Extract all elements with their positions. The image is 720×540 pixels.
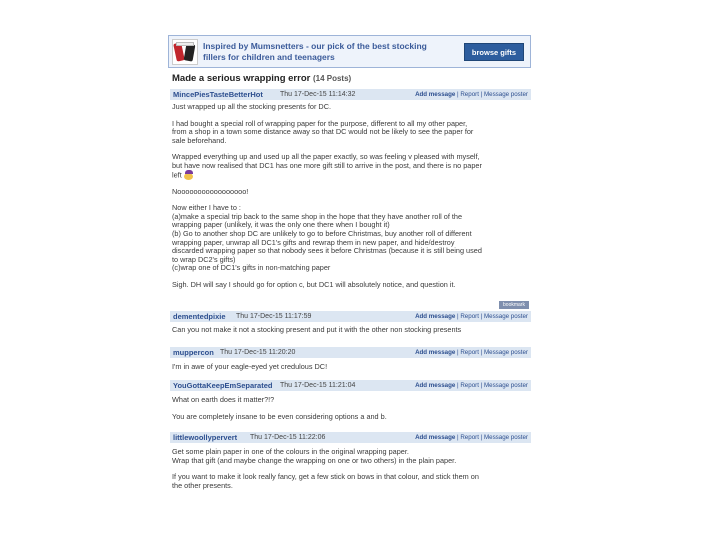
post-count: (14 Posts)	[312, 74, 352, 83]
message-poster-link[interactable]: Message poster	[483, 91, 528, 98]
message-poster-link[interactable]: Message poster	[483, 349, 528, 356]
post-date: Thu 17-Dec-15 11:14:32	[280, 91, 356, 98]
post-body	[172, 103, 524, 290]
stocking-icon	[172, 39, 198, 65]
separator: |	[478, 349, 484, 356]
post-header	[170, 347, 531, 358]
post-line: the other presents.	[172, 480, 233, 490]
post-date: Thu 17-Dec-15 11:22:06	[250, 434, 326, 441]
post-line: Now either I have to :	[172, 203, 241, 213]
add-message-link[interactable]: Add message	[415, 91, 456, 98]
post-line: Get some plain paper in one of the colours in the original wrapping paper.	[172, 447, 409, 456]
post-line: I'm in awe of your eagle-eyed yet credulous DC!	[172, 362, 328, 371]
separator: |	[478, 382, 484, 389]
banner-text-line2: fillers for children and teenagers	[203, 52, 335, 62]
post-author[interactable]: MincePiesTasteBetterHot	[173, 90, 263, 99]
post-actions	[415, 432, 528, 443]
post-line: sale beforehand.	[172, 135, 227, 145]
post-line: to wrap DC2's gifts)	[172, 254, 236, 264]
post-line: Just wrapped up all the stocking presents for DC.	[172, 102, 331, 111]
post-line: I had bought a special roll of wrapping paper for the purpose, different to all my other paper,	[172, 118, 468, 128]
post-line: (a)make a special trip back to the same shop in the hope that they have another roll of the	[172, 211, 463, 221]
thread-title	[172, 73, 351, 84]
post-header	[170, 432, 531, 443]
report-link[interactable]: Report	[460, 91, 479, 98]
post-line: wrapping paper, unwrap all DC1's gifts and rewrap them in new paper, and hide/destroy	[172, 237, 455, 247]
message-poster-link[interactable]: Message poster	[483, 313, 528, 320]
post-header	[170, 380, 531, 391]
post-date: Thu 17-Dec-15 11:20:20	[220, 349, 296, 356]
report-link[interactable]: Report	[460, 434, 479, 441]
post-line: Wrapped everything up and used up all the paper exactly, so was feeling v pleased with myself,	[172, 152, 480, 162]
post-author[interactable]: littlewoollypervert	[173, 433, 238, 442]
separator: |	[478, 434, 484, 441]
post-line: from a shop in a town some distance away so that DC would not be likely to see the paper for	[172, 127, 474, 137]
thread-title-text: Made a serious wrapping error	[172, 73, 311, 84]
promo-banner[interactable]	[168, 35, 531, 68]
post-author[interactable]: muppercon	[173, 348, 214, 357]
separator: |	[478, 91, 484, 98]
bookmark-button[interactable]: bookmark	[499, 301, 529, 309]
banner-text[interactable]	[203, 41, 463, 63]
post-body	[172, 326, 524, 335]
post-header	[170, 89, 531, 100]
report-link[interactable]: Report	[460, 349, 479, 356]
separator: |	[455, 349, 461, 356]
post-line: Nooooooooooooooooo!	[172, 186, 249, 196]
add-message-link[interactable]: Add message	[415, 434, 456, 441]
banner-text-line1: Inspired by Mumsnetters - our pick of the best stocking	[203, 41, 427, 51]
separator: |	[478, 313, 484, 320]
post-header	[170, 311, 531, 322]
post-actions	[415, 311, 528, 322]
post-line: Wrap that gift (and maybe change the wrapping on one or two others) in the plain paper.	[172, 455, 457, 465]
xmas-smiley-icon	[184, 171, 193, 180]
post-line: but have now realised that DC1 has one more gift still to arrive in the post, and there is no paper	[172, 160, 482, 170]
post-author[interactable]: dementedpixie	[173, 312, 226, 321]
separator: |	[455, 382, 461, 389]
post-line: wrapping paper (unlikely, it was the only one there when I bought it)	[172, 220, 390, 230]
post-date: Thu 17-Dec-15 11:21:04	[280, 382, 356, 389]
post-line: discarded wrapping paper so that nobody sees it before Christmas (because it is still being used	[172, 246, 482, 256]
post-body	[172, 396, 524, 421]
add-message-link[interactable]: Add message	[415, 382, 456, 389]
post-actions	[415, 89, 528, 100]
post-line: What on earth does it matter?!?	[172, 395, 275, 404]
post-line: Sigh. DH will say I should go for option c, but DC1 will absolutely notice, and question it.	[172, 279, 456, 289]
report-link[interactable]: Report	[460, 313, 479, 320]
post-line-text: left	[172, 169, 182, 179]
post-line: Can you not make it not a stocking present and put it with the other non stocking presents	[172, 325, 462, 334]
message-poster-link[interactable]: Message poster	[483, 434, 528, 441]
add-message-link[interactable]: Add message	[415, 313, 456, 320]
post-body	[172, 363, 524, 372]
post-line: (c)wrap one of DC1's gifts in non-matching paper	[172, 263, 331, 273]
post-author[interactable]: YouGottaKeepEmSeparated	[173, 381, 273, 390]
separator: |	[455, 313, 461, 320]
separator: |	[455, 434, 461, 441]
post-line: You are completely insane to be even considering options a and b.	[172, 411, 387, 421]
post-body	[172, 448, 524, 490]
post-line: If you want to make it look really fancy, get a few stick on bows in that colour, and stick them on	[172, 472, 479, 482]
post-date: Thu 17-Dec-15 11:17:59	[236, 313, 312, 320]
add-message-link[interactable]: Add message	[415, 349, 456, 356]
post-actions	[415, 380, 528, 391]
report-link[interactable]: Report	[460, 382, 479, 389]
separator: |	[455, 91, 461, 98]
message-poster-link[interactable]: Message poster	[483, 382, 528, 389]
post-line: (b) Go to another shop DC are unlikely to go to before Christmas, buy another roll of different	[172, 228, 472, 238]
post-actions	[415, 347, 528, 358]
post-line	[172, 171, 524, 180]
forum-frame	[168, 35, 531, 503]
browse-gifts-button[interactable]: browse gifts	[464, 43, 524, 61]
